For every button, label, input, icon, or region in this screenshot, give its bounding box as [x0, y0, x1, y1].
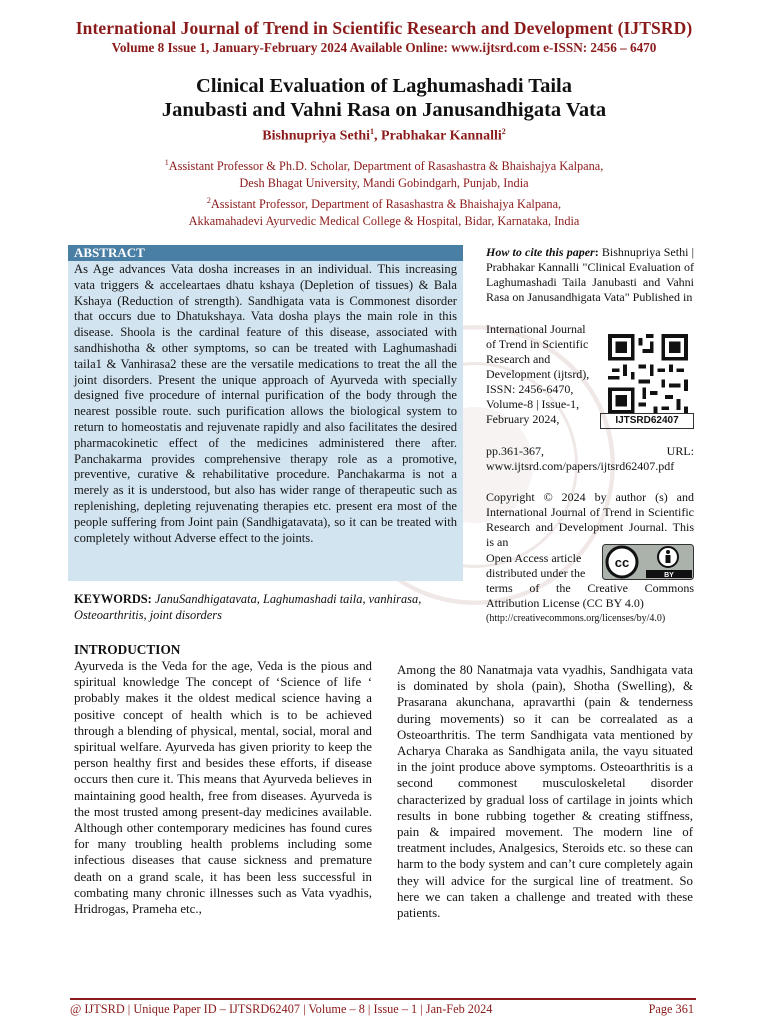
- keywords-label: KEYWORDS:: [74, 592, 152, 606]
- paper-title-line-2: Janubasti and Vahni Rasa on Janusandhigata Vata: [161, 99, 607, 121]
- paper-id-label: IJTSRD62407: [600, 413, 694, 429]
- cc-by-license-icon: [602, 544, 694, 580]
- copyright-part-2: Open Access article distributed under the: [486, 551, 586, 580]
- abstract-heading: ABSTRACT: [68, 245, 463, 261]
- citation-part-1: Bishnupriya Sethi | Prabhakar Kannalli "Clinical Evaluation of Laghumashadi Taila Janubasti and Vahni Rasa on Janusandhigata Vata" Published in: [486, 245, 695, 304]
- affil-1-line-1: Assistant Professor & Ph.D. Scholar, Department of Rasashastra & Bhaishajya Kalpana,: [168, 159, 604, 174]
- author-list: [0, 127, 768, 145]
- journal-title: International Journal of Trend in Scientific Research and Development (IJTSRD): [75, 18, 693, 38]
- affil-1-line-2: Desh Bhagat University, Mandi Gobindgarh, Punjab, India: [239, 176, 529, 191]
- license-url[interactable]: (http://creativecommons.org/licenses/by/4.0): [486, 613, 666, 624]
- affil-2-sup: 2: [206, 196, 211, 206]
- affil-1-sup: 1: [164, 158, 169, 167]
- author-1: Bishnupriya Sethi: [262, 128, 371, 144]
- author-separator: ,: [374, 128, 382, 144]
- keywords: [74, 592, 464, 623]
- citation-label: How to cite this paper: [486, 245, 595, 259]
- page-number: Page 361: [648, 1002, 694, 1016]
- affiliations: [0, 154, 768, 230]
- footer-divider: [70, 998, 696, 1000]
- svg-text:cc: cc: [614, 555, 630, 570]
- citation-part-3: pp.361-367, URL: www.ijtsrd.com/papers/ijtsrd62407.pdf: [486, 444, 694, 473]
- introduction-right-column: Among the 80 Nanatmaja vata vyadhis, Sandhigata vata is dominated by shola (pain), Shotha (Swelling), & Prasarana akunchana, apravarthi (pain & tenderness during movements) so it can be correalated as a Osteoarthritis. The term Sandhigata vata mentioned by Acharya Charaka as Sandhigata anila, the vayu situated in the joint produce above symptoms. Osteoarthritis is a second commonest musculoskeletal disorder characterized by gradual loss of cartilage in joints which results in bone rubbing together & creating stiffness, pain & impaired movement. The modern line of treatment includes, Analgesics, Steroids etc. so these can harm to the body system and can’t cure completely again they will advice for the surgical line of treatment. So here we can taken a challenge and treated with these patients.: [397, 663, 693, 921]
- author-2-sup: 2: [501, 127, 506, 136]
- journal-volume-line: Volume 8 Issue 1, January-February 2024 Available Online: www.ijtsrd.com e-ISSN: 2456 – 6470: [111, 40, 657, 55]
- copyright-part-1: Copyright © 2024 by author (s) and International Journal of Trend in Scientific Research and Development Journal. This is an: [486, 490, 694, 549]
- author-2: Prabhakar Kannalli: [381, 128, 502, 144]
- citation-intro: [486, 245, 694, 305]
- citation-part-2: International Journal of Trend in Scientific Research and Development (ijtsrd), ISSN: 2456-6470, Volume-8 | Issue-1, February 2024,: [486, 322, 590, 426]
- footer-text: @ IJTSRD | Unique Paper ID – IJTSRD62407 | Volume – 8 | Issue – 1 | Jan-Feb 2024: [70, 1002, 493, 1016]
- introduction-heading: INTRODUCTION: [74, 642, 181, 657]
- affil-2-line-1: Assistant Professor, Department of Rasashastra & Bhaishajya Kalpana,: [210, 197, 562, 212]
- citation-colon: :: [594, 245, 599, 259]
- keywords-text: JanuSandhigatavata, Laghumashadi taila, vanhirasa, Osteoarthritis, joint disorders: [74, 592, 422, 622]
- affil-2-line-2: Akkamahadevi Ayurvedic Medical College & Hospital, Bidar, Karnataka, India: [188, 214, 580, 229]
- paper-title: [0, 74, 768, 122]
- author-1-sup: 1: [370, 127, 375, 136]
- copyright-part-3: terms of the Creative Commons Attribution License (CC BY 4.0): [486, 581, 694, 610]
- introduction-left-column: Ayurveda is the Veda for the age, Veda is the pious and spiritual knowledge The concept of ‘Science of life ‘ probably makes it the oldest medical science having a positive concept of health which is to be achieved through a blending of physical, mental, social, moral and spiritual welfare. Ayurveda has given priority to keep the person healthy first and besides these efforts, if disease occurs then cure it. This means that Ayurveda believes in maintaining good health, free from diseases. Ayurveda is the most trusted among present-day medicines available. Although other contemporary medicines has found cures for many troubling health problems including some infectious diseases that cause sickness and premature death on a grand scale, it has been less successful in combating many chronic illnesses such as Vata vyadhis, Hridrogas, Prameha etc.,: [74, 659, 372, 917]
- paper-title-line-1: Clinical Evaluation of Laghumashadi Taila: [196, 75, 572, 97]
- abstract-text: As Age advances Vata dosha increases in an individual. This increasing vata triggers & acceleartaes dhatu kshaya (Depletion of tissues) & Bala Kshaya (Reduction of strength). Sandhigata vata is Commonest disorder that occurs due to Dhatukshaya. Vata dosha plays the main role in this disease. Shoola is the cardinal feature of this disease, associated with sandhishotha & other symptoms, so can be treated with Laghumashadi taila1 & Vanhirasa2 these are the versatile medications to treat the all the joint disorders. Present the unique approach of Ayurveda with specially designed five procedure of internal purification of the body through the nearest possible route. such purification allows the biological system to return to homeostatis and rejuvenate rapidly and also facilitates the desired pharmacokinetic effect of the medicines administered there after. Panchakarma provides comprehensive therapy role as a promotive, preventive, curative & rehabilitative procedure. Panchakarma is not a merely as it is understood, but also has wider range of therapeutic such as replenishing, depleting rejuvenating therapies etc. present era most of the people suffering from Joint pain (Sandhigatavata), so it can be treated with completely without Adverse effect to the joints.: [74, 262, 457, 545]
- cc-by-text: BY: [664, 572, 674, 579]
- qr-code-icon: [608, 334, 688, 414]
